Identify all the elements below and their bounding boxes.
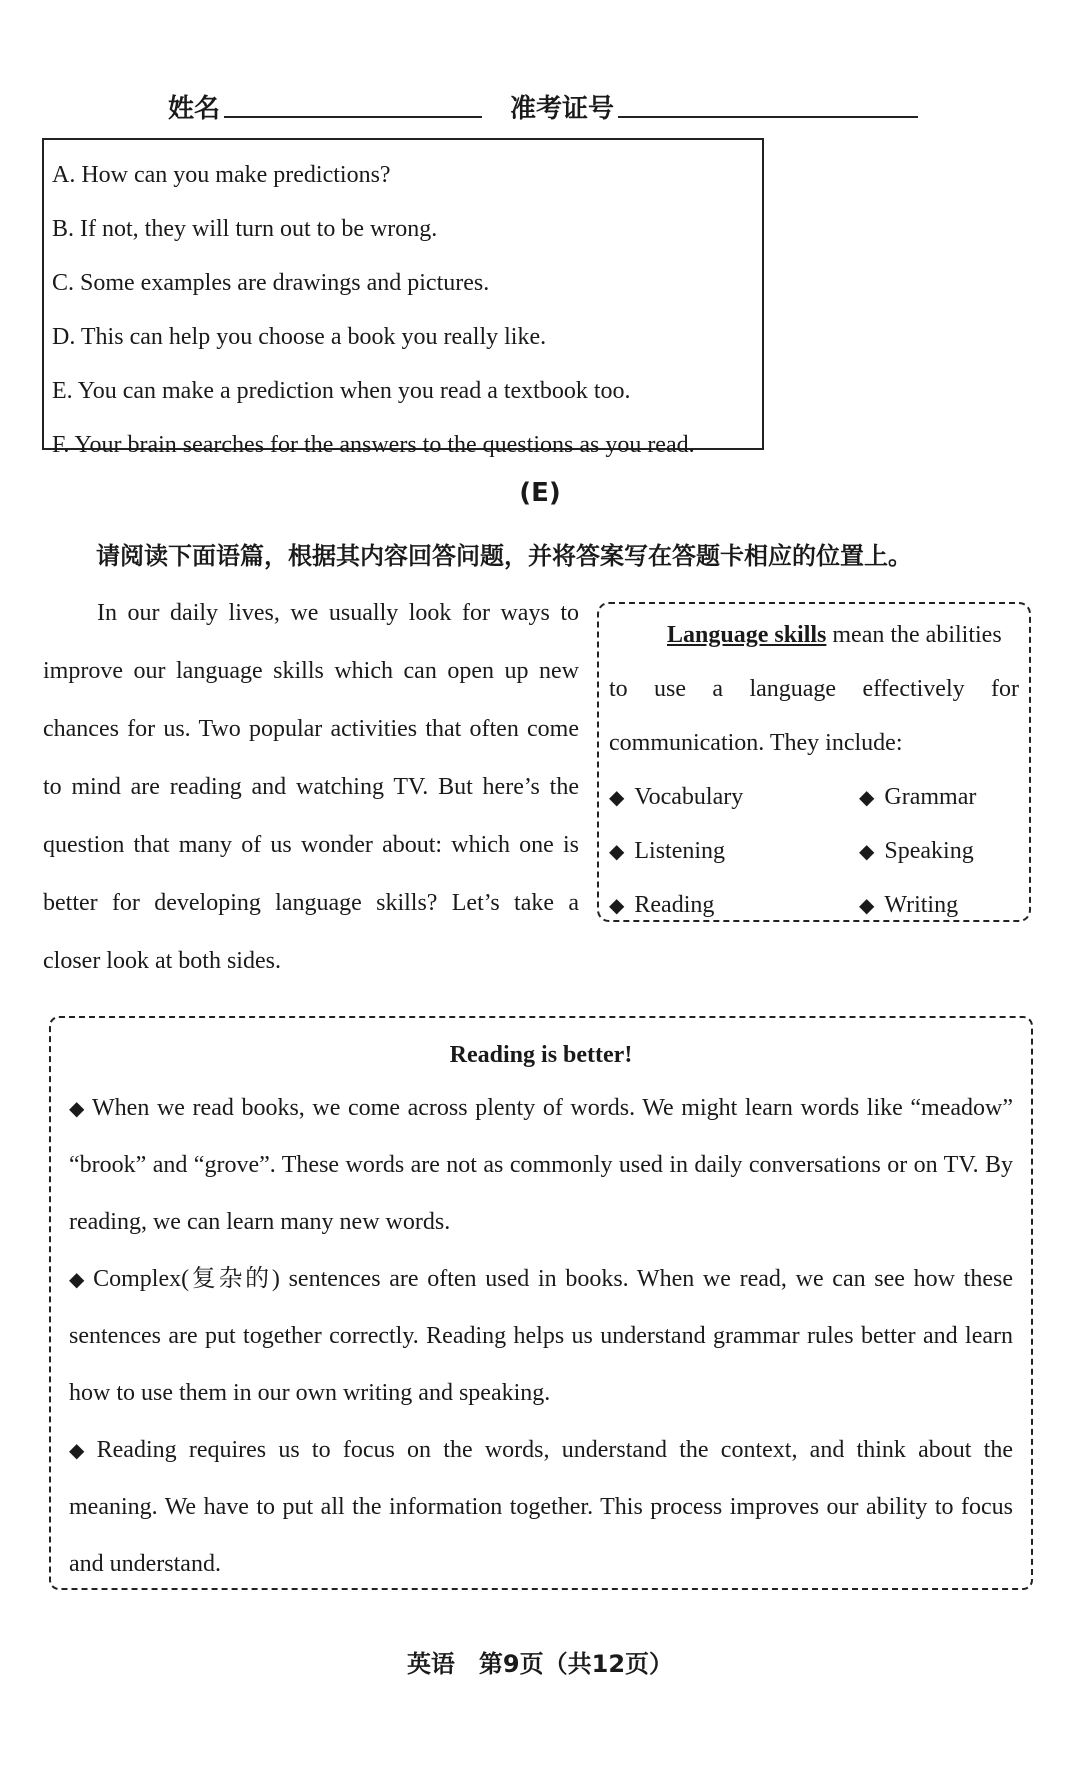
- language-skills-box: [597, 602, 1031, 922]
- skills-definition: Language skills mean the abilities to use a language effectively for communication. They include:: [609, 622, 1019, 756]
- name-blank-line: [224, 116, 482, 118]
- diamond-bullet-icon: ◆: [859, 839, 875, 863]
- option-d: D. This can help you choose a book you really like.: [52, 324, 547, 350]
- diamond-bullet-icon: ◆: [69, 1438, 91, 1462]
- skill-item: ◆ Vocabulary: [609, 784, 744, 810]
- section-instruction: 请阅读下面语篇，根据其内容回答问题，并将答案写在答题卡相应的位置上。: [96, 542, 912, 570]
- diamond-bullet-icon: ◆: [69, 1267, 88, 1291]
- option-b: B. If not, they will turn out to be wrong.: [52, 216, 438, 242]
- option-e: E. You can make a prediction when you read a textbook too.: [52, 378, 631, 404]
- page-footer: 英语 第9页（共12页）: [406, 1650, 674, 1678]
- option-c: C. Some examples are drawings and pictures.: [52, 270, 490, 296]
- reading-box-title: Reading is better!: [449, 1042, 633, 1068]
- diamond-bullet-icon: ◆: [859, 785, 875, 809]
- skills-list: [609, 770, 1019, 932]
- reading-is-better-box: [49, 1016, 1033, 1590]
- exam-id-label: 准考证号: [510, 94, 615, 124]
- reading-point-focus: ◆ Reading requires us to focus on the words, understand the context, and think about the meaning. We have to put all the information together. This process improves our ability to focus and understand.: [69, 1437, 1013, 1577]
- diamond-bullet-icon: ◆: [609, 839, 625, 863]
- answer-options-box: [42, 138, 764, 458]
- skills-term: Language skills: [667, 622, 827, 648]
- skill-item: ◆ Reading: [609, 892, 715, 918]
- diamond-bullet-icon: ◆: [859, 893, 875, 917]
- section-title: (E): [519, 478, 561, 508]
- name-label: 姓名: [168, 94, 221, 124]
- skill-item: ◆ Speaking: [859, 838, 974, 864]
- exam-id-blank-line: [618, 116, 918, 118]
- skill-item: ◆ Writing: [859, 892, 959, 918]
- diamond-bullet-icon: ◆: [609, 893, 625, 917]
- option-a: A. How can you make predictions?: [52, 162, 391, 188]
- option-f: F. Your brain searches for the answers to the questions as you read.: [52, 432, 695, 458]
- skill-item: ◆ Listening: [609, 838, 726, 864]
- reading-point-grammar: ◆ Complex(复杂的) sentences are often used in books. When we read, we can see how these sentences are put together correctly. Reading helps us understand grammar rules better and learn how to use them in our own writing and speaking.: [69, 1266, 1013, 1406]
- intro-paragraph: In our daily lives, we usually look for ways to improve our language skills which can open up new chances for us. Two popular activities that often come to mind are reading and watching TV. But here’s the question that many of us wonder about: which one is better for developing language skills? Let’s take a closer look at both sides.: [43, 600, 579, 974]
- diamond-bullet-icon: ◆: [609, 785, 625, 809]
- exam-header: [168, 84, 918, 124]
- reading-point-vocabulary: ◆ When we read books, we come across plenty of words. We might learn words like “meadow” “brook” and “grove”. These words are not as commonly used in daily conversations or on TV. By reading, we can learn many new words.: [69, 1095, 1014, 1235]
- intro-passage: [43, 584, 579, 990]
- skill-item: ◆ Grammar: [859, 784, 977, 810]
- diamond-bullet-icon: ◆: [69, 1096, 87, 1120]
